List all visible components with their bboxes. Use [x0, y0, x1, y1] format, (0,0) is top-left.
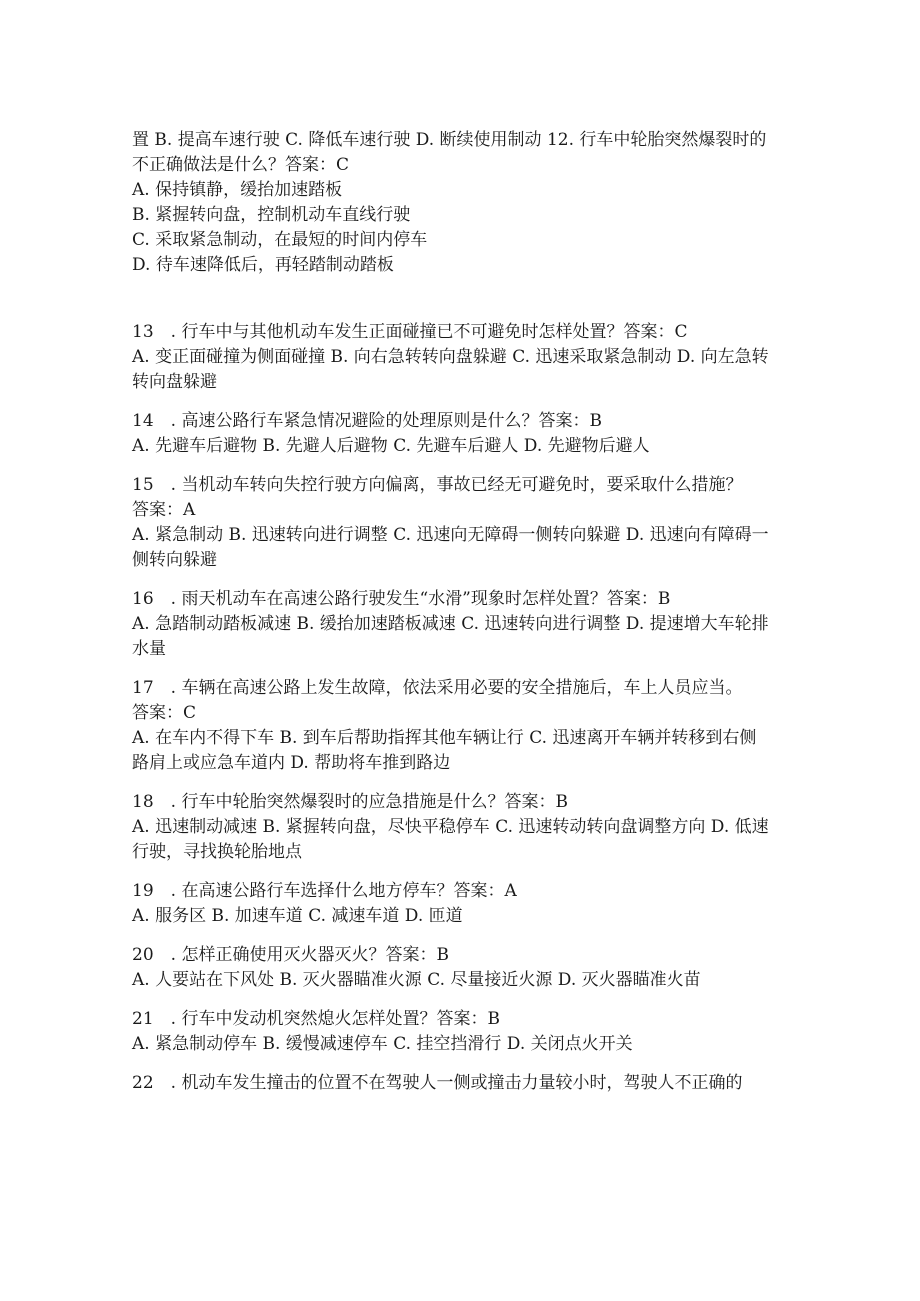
question-text: 13 . 行车中与其他机动车发生正面碰撞已不可避免时怎样处置？答案：C: [132, 322, 688, 342]
options-text: A. 急踏制动踏板减速 B. 缓抬加速踏板减速 C. 迅速转向进行调整 D. 提速增大车轮排: [132, 614, 769, 634]
text-line: 置 B. 提高车速行驶 C. 降低车速行驶 D. 断续使用制动 12. 行车中轮胎突然爆裂时的: [132, 130, 767, 150]
question-22: [132, 1071, 792, 1096]
question-15: [132, 473, 792, 573]
options-text: 侧转向躲避: [132, 550, 217, 570]
options-text: 行驶，寻找换轮胎地点: [132, 842, 302, 862]
question-text: 15 . 当机动车转向失控行驶方向偏离，事故已经无可避免时，要采取什么措施？: [132, 475, 743, 495]
text-line: 不正确做法是什么？答案：C: [132, 155, 350, 175]
option-line: D. 待车速降低后，再轻踏制动踏板: [132, 255, 394, 275]
options-text: A. 紧急制动 B. 迅速转向进行调整 C. 迅速向无障碍一侧转向躲避 D. 迅速向有障碍一: [132, 525, 769, 545]
question-18: [132, 790, 792, 865]
question-16: [132, 587, 792, 662]
question-text: 22 . 机动车发生撞击的位置不在驾驶人一侧或撞击力量较小时，驾驶人不正确的: [132, 1073, 743, 1093]
question-17: [132, 676, 792, 776]
options-text: A. 服务区 B. 加速车道 C. 减速车道 D. 匝道: [132, 906, 463, 926]
options-text: A. 先避车后避物 B. 先避人后避物 C. 先避车后避人 D. 先避物后避人: [132, 436, 650, 456]
question-text: 17 . 车辆在高速公路上发生故障，依法采用必要的安全措施后，车上人员应当。: [132, 678, 743, 698]
question-text: 19 . 在高速公路行车选择什么地方停车？答案：A: [132, 881, 517, 901]
options-text: 水量: [132, 639, 166, 659]
question-13: [132, 320, 792, 395]
options-text: A. 在车内不得下车 B. 到车后帮助指挥其他车辆让行 C. 迅速离开车辆并转移到右侧: [132, 728, 757, 748]
question-21: [132, 1007, 792, 1057]
options-text: A. 变正面碰撞为侧面碰撞 B. 向右急转转向盘躲避 C. 迅速采取紧急制动 D. 向左急转: [132, 347, 769, 367]
option-line: A. 保持镇静，缓抬加速踏板: [132, 180, 343, 200]
options-text: 路肩上或应急车道内 D. 帮助将车推到路边: [132, 753, 451, 773]
option-line: C. 采取紧急制动，在最短的时间内停车: [132, 230, 428, 250]
question-text: 16 . 雨天机动车在高速公路行驶发生“水滑”现象时怎样处置？答案：B: [132, 589, 671, 609]
question-text: 答案：A: [132, 500, 196, 520]
options-text: A. 迅速制动减速 B. 紧握转向盘，尽快平稳停车 C. 迅速转动转向盘调整方向 D. 低速: [132, 817, 769, 837]
options-text: A. 人要站在下风处 B. 灭火器瞄准火源 C. 尽量接近火源 D. 灭火器瞄准火苗: [132, 970, 701, 990]
question-text: 21 . 行车中发动机突然熄火怎样处置？答案：B: [132, 1009, 500, 1029]
question-text: 18 . 行车中轮胎突然爆裂时的应急措施是什么？答案：B: [132, 792, 568, 812]
intro-block: [132, 128, 792, 278]
question-20: [132, 943, 792, 993]
question-text: 20 . 怎样正确使用灭火器灭火？答案：B: [132, 945, 449, 965]
question-19: [132, 879, 792, 929]
option-line: B. 紧握转向盘，控制机动车直线行驶: [132, 205, 411, 225]
question-text: 14 . 高速公路行车紧急情况避险的处理原则是什么？答案：B: [132, 411, 602, 431]
document-page: [132, 128, 792, 1096]
options-text: 转向盘躲避: [132, 372, 217, 392]
options-text: A. 紧急制动停车 B. 缓慢减速停车 C. 挂空挡滑行 D. 关闭点火开关: [132, 1034, 633, 1054]
question-14: [132, 409, 792, 459]
question-text: 答案：C: [132, 703, 197, 723]
